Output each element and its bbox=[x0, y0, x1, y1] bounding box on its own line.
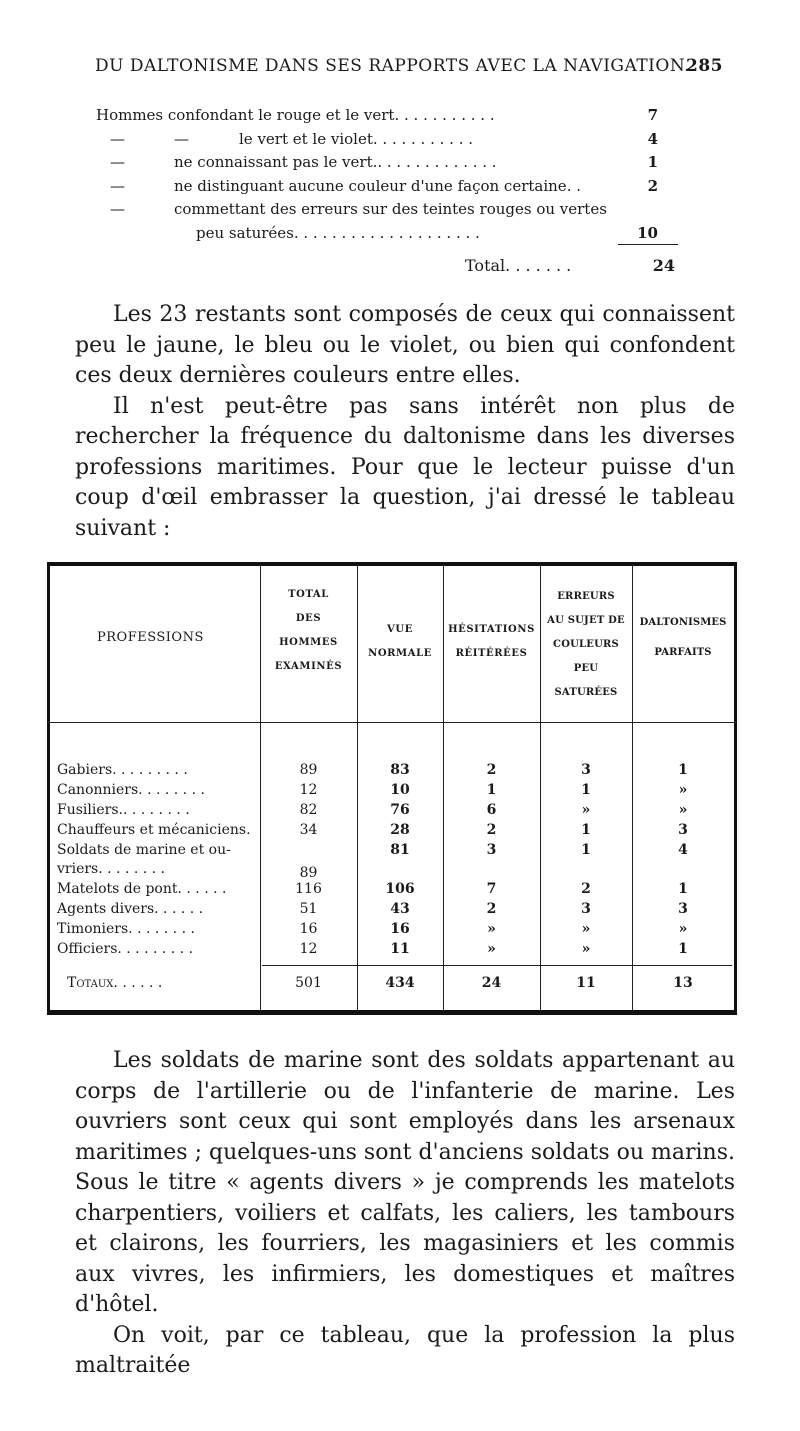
totals-hesitations: 24 bbox=[481, 975, 502, 991]
header-line: SATURÉES bbox=[554, 687, 618, 698]
totals-vue: 434 bbox=[385, 975, 415, 991]
row-profession: vriers. . . . . . . . bbox=[57, 861, 165, 877]
row-vue-cell: 43 bbox=[390, 901, 410, 917]
row-hes-cell: 2 bbox=[486, 822, 497, 838]
color-confusion-list bbox=[96, 104, 666, 245]
totals-erreurs: 11 bbox=[576, 975, 596, 991]
row-err-cell: 1 bbox=[581, 822, 591, 838]
row-profession: Timoniers. . . . . . . . bbox=[57, 921, 195, 937]
total-rule bbox=[618, 244, 678, 245]
row-hes-cell: » bbox=[487, 921, 496, 937]
header-line: EXAMINÉS bbox=[274, 661, 343, 672]
paragraph-3: Les soldats de marine sont des soldats appartenant au corps de l'artillerie ou de l'infanterie de marine. Les ouvriers sont ceux qui sont employés dans les arsenaux maritimes ; quelques-uns sont d'anciens soldats ou marins. Sous le titre « agents divers » je comprends les matelots charpentiers, voiliers et calfats, les caliers, les tambours et clairons, les fourriers, les magasiniers et les commis aux vivres, les infirmiers, les domestiques et maîtres d'hôtel. bbox=[75, 1048, 735, 1317]
row-vue-cell: 28 bbox=[390, 822, 410, 838]
professions-table bbox=[47, 562, 737, 1016]
row-total-cell: 89 bbox=[299, 762, 318, 778]
row-hes-cell: 2 bbox=[486, 901, 497, 917]
row-hes-cell: 2 bbox=[486, 762, 497, 778]
row-total-cell bbox=[260, 840, 357, 860]
row-profession: Gabiers. . . . . . . . . bbox=[57, 762, 188, 778]
list-item: Hommes confondant le rouge et le vert. . . . . . . . . . . 7 bbox=[96, 106, 658, 124]
paragraph-4: On voit, par ce tableau, que la profession la plus maltraitée bbox=[75, 1322, 735, 1378]
header-professions: PROFESSIONS bbox=[97, 630, 204, 645]
row-vue-cell: 10 bbox=[390, 782, 410, 798]
row-err-cell: 3 bbox=[581, 901, 591, 917]
header-line: RÉITÉRÉES bbox=[455, 648, 528, 659]
list-item: — ne connaissant pas le vert.. . . . . . . . . . . . . 1 bbox=[110, 153, 658, 171]
row-total-cell: 89 bbox=[299, 865, 318, 881]
row-vue-cell bbox=[357, 859, 443, 879]
table-right-border bbox=[734, 562, 737, 1015]
row-total-cell: 116 bbox=[295, 881, 322, 897]
header-line: HÉSITATIONS bbox=[448, 624, 535, 635]
row-profession: Chauffeurs et mécaniciens. bbox=[57, 822, 251, 838]
row-hes-cell: 3 bbox=[486, 842, 497, 858]
header-total bbox=[260, 583, 357, 679]
row-vue-cell: 83 bbox=[390, 762, 410, 778]
list-total bbox=[465, 256, 675, 275]
row-dal-cell: » bbox=[678, 782, 688, 798]
row-profession: Matelots de pont. . . . . . bbox=[57, 881, 227, 897]
row-total-cell: 51 bbox=[299, 901, 318, 917]
row-hes-cell: 6 bbox=[486, 802, 497, 818]
list-item: — commettant des erreurs sur des teintes rouges ou vertes bbox=[110, 200, 607, 218]
row-dal-cell: 1 bbox=[678, 881, 688, 897]
row-profession: Fusiliers.. . . . . . . . bbox=[57, 802, 190, 818]
list-item: peu saturées. . . . . . . . . . . . . . . . . . . . 10 bbox=[196, 223, 658, 242]
row-total-cell: 12 bbox=[299, 782, 318, 798]
row-err-cell: 1 bbox=[581, 782, 591, 798]
row-err-cell: 1 bbox=[581, 842, 591, 858]
row-hes-cell: » bbox=[487, 941, 496, 957]
row-profession: Canonniers. . . . . . . . bbox=[57, 782, 205, 798]
row-err-cell bbox=[540, 859, 632, 879]
header-rule bbox=[50, 722, 734, 723]
row-total-cell: 34 bbox=[299, 822, 318, 838]
page-number: 285 bbox=[686, 56, 723, 76]
row-err-cell: 2 bbox=[581, 881, 591, 897]
row-vue-cell: 11 bbox=[390, 941, 410, 957]
row-dal-cell: 1 bbox=[678, 762, 688, 778]
paragraph-2: Il n'est peut-être pas sans intérêt non plus de rechercher la fréquence du daltonisme dans les diverses professions maritimes. Pour que le lecteur puisse d'un coup d'œil embrasser la question, j'ai dressé le tableau suivant : bbox=[75, 393, 735, 541]
row-vue-cell: 81 bbox=[390, 842, 410, 858]
row-dal-cell: 4 bbox=[678, 842, 688, 858]
running-title: DU DALTONISME DANS SES RAPPORTS AVEC LA NAVIGATION. bbox=[95, 56, 691, 76]
header-vue bbox=[357, 618, 443, 666]
row-hes-cell bbox=[443, 859, 540, 879]
table-top-rule bbox=[47, 562, 737, 566]
paragraph-intro bbox=[75, 300, 735, 544]
header-line: NORMALE bbox=[368, 648, 432, 659]
row-err-cell: » bbox=[581, 941, 591, 957]
row-profession: Soldats de marine et ou- bbox=[57, 842, 231, 858]
row-total-cell: 12 bbox=[299, 941, 318, 957]
header-line: TOTAL bbox=[288, 589, 329, 600]
list-item: — ne distinguant aucune couleur d'une façon certaine. . 2 bbox=[110, 176, 658, 195]
row-dal-cell: » bbox=[678, 921, 688, 937]
row-err-cell: » bbox=[581, 921, 591, 937]
header-line: VUE bbox=[387, 624, 413, 635]
row-vue-cell: 76 bbox=[390, 802, 410, 818]
totals-total: 501 bbox=[295, 975, 322, 991]
row-vue-cell: 16 bbox=[390, 921, 410, 937]
row-hes-cell: 1 bbox=[486, 782, 497, 798]
paragraph-1: Les 23 restants sont composés de ceux qui connaissent peu le jaune, le bleu ou le violet, ou bien qui confondent ces deux dernières couleurs entre elles. bbox=[75, 302, 735, 388]
header-hesitations bbox=[443, 618, 540, 666]
total-label: Total. . . . . . . bbox=[465, 256, 572, 275]
row-profession: Agents divers. . . . . . bbox=[57, 901, 204, 917]
row-total-cell: 16 bbox=[299, 921, 318, 937]
table-left-border bbox=[47, 562, 50, 1015]
header-line: ERREURS bbox=[557, 591, 615, 602]
header-line: HOMMES bbox=[279, 637, 338, 648]
table-bottom-rule bbox=[47, 1010, 737, 1015]
header-line: PARFAITS bbox=[654, 647, 712, 658]
header-erreurs bbox=[540, 585, 632, 705]
header-line: DES bbox=[295, 613, 322, 624]
row-profession: Officiers. . . . . . . . . bbox=[57, 941, 194, 957]
row-dal-cell: 3 bbox=[678, 901, 688, 917]
totals-rule bbox=[262, 965, 732, 966]
header-line: PEU bbox=[573, 663, 599, 674]
totals-label: Totaux. . . . . . bbox=[67, 975, 163, 991]
total-value: 24 bbox=[652, 256, 675, 275]
row-dal-cell bbox=[632, 859, 734, 879]
list-item: — — le vert et le violet. . . . . . . . . . . 4 bbox=[110, 129, 658, 148]
row-total-cell: 82 bbox=[299, 802, 318, 818]
row-vue-cell: 106 bbox=[385, 881, 415, 897]
row-err-cell: » bbox=[581, 802, 591, 818]
header-line: COULEURS bbox=[553, 639, 619, 650]
row-dal-cell: 3 bbox=[678, 822, 688, 838]
header-daltonismes bbox=[632, 608, 734, 668]
header-line: AU SUJET DE bbox=[547, 615, 625, 626]
header-line: DALTONISMES bbox=[639, 617, 727, 628]
row-hes-cell: 7 bbox=[486, 881, 497, 897]
row-dal-cell: » bbox=[678, 802, 688, 818]
row-dal-cell: 1 bbox=[678, 941, 688, 957]
row-err-cell: 3 bbox=[581, 762, 591, 778]
paragraph-after bbox=[75, 1046, 735, 1382]
totals-daltonismes: 13 bbox=[673, 975, 693, 991]
